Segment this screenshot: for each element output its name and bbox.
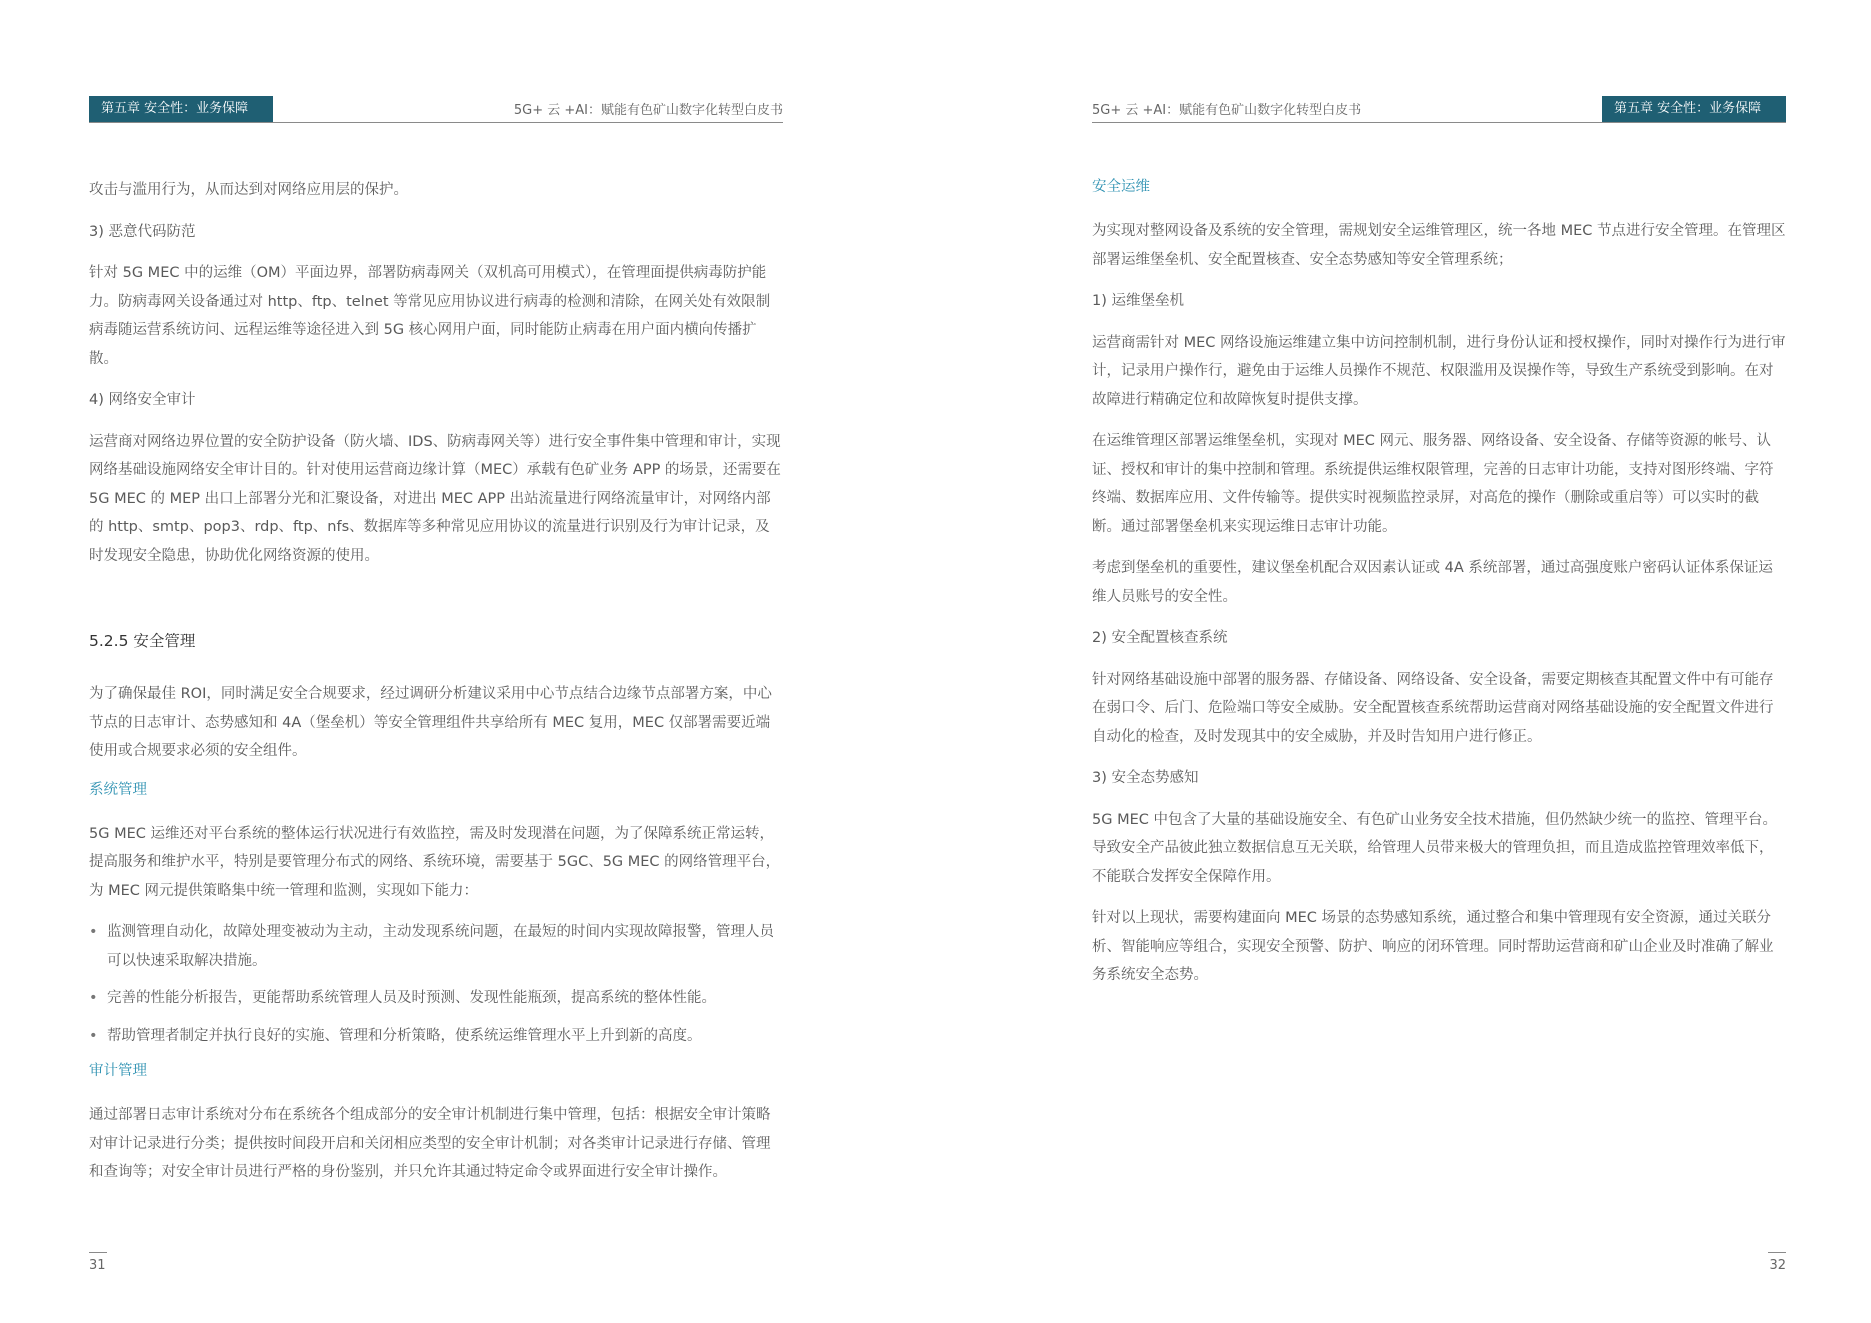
document-title: 5G+ 云 +AI：赋能有色矿山数字化转型白皮书 [513, 103, 783, 118]
paragraph-security-management: 为了确保最佳 ROI，同时满足安全合规要求，经过调研分析建议采用中心节点结合边缘节点部署方案，中心节点的日志审计、态势感知和 4A（堡垒机）等安全管理组件共享给所有 MEC 复用，MEC 仅部署需要近端使用或合规要求必须的安全组件。 [89, 686, 772, 759]
subtitle-system-management: 系统管理 [89, 781, 147, 798]
page-header [1092, 96, 1786, 123]
paragraph-bastion-host-1: 运营商需针对 MEC 网络设施运维建立集中访问控制机制，进行身份认证和授权操作，同时对操作行为进行审计，记录用户操作行，避免由于运维人员操作不规范、权限滥用及误操作等，导致生产系统受到影响。在对故障进行精确定位和故障恢复时提供支撑。 [1092, 334, 1786, 408]
item-title-network-audit: 4) 网络安全审计 [89, 392, 196, 408]
paragraph-situational-awareness-2: 针对以上现状，需要构建面向 MEC 场景的态势感知系统，通过整合和集中管理现有安全资源，通过关联分析、智能响应等组合，实现安全预警、防护、响应的闭环管理。同时帮助运营商和矿山企业及时准确了解业务系统安全态势。 [1092, 910, 1774, 983]
document-title: 5G+ 云 +AI：赋能有色矿山数字化转型白皮书 [1092, 103, 1362, 118]
subtitle-security-operations: 安全运维 [1092, 179, 1150, 195]
paragraph-network-audit: 运营商对网络边界位置的安全防护设备（防火墙、IDS、防病毒网关等）进行安全事件集中管理和审计，实现网络基础设施网络安全审计目的。针对使用运营商边缘计算（MEC）承载有色矿业务 APP 的场景，还需要在 5G MEC 的 MEP 出口上部署分光和汇聚设备，对进出 MEC APP 出站流量进行网络流量审计，对网络内部的 http、smtp、pop3、rdp、ftp、nfs、数据库等多种常见应用协议的流量进行识别及行为审计记录，及时发现安全隐患，协助优化网络资源的使用。 [89, 433, 781, 564]
page-number: 31 [89, 1252, 107, 1273]
paragraph-malicious-code: 针对 5G MEC 中的运维（OM）平面边界，部署防病毒网关（双机高可用模式），在管理面提供病毒防护能力。防病毒网关设备通过对 http、ftp、telnet 等常见应用协议进行病毒的检测和清除，在网关处有效限制病毒随运营系统访问、远程运维等途径进入到 5G 核心网用户面，同时能防止病毒在用户面内横向传播扩散。 [89, 265, 771, 367]
item-title-bastion-host: 1) 运维堡垒机 [1092, 293, 1184, 309]
paragraph-bastion-host-2: 在运维管理区部署运维堡垒机，实现对 MEC 网元、服务器、网络设备、安全设备、存储等资源的帐号、认证、授权和审计的集中控制和管理。系统提供运维权限管理，完善的日志审计功能，支持对图形终端、字符终端、数据库应用、文件传输等。提供实时视频监控录屏，对高危的操作（删除或重启等）可以实时的截断。通过部署堡垒机来实现运维日志审计功能。 [1092, 433, 1774, 535]
paragraph-security-operations: 为实现对整网设备及系统的安全管理，需规划安全运维管理区，统一各地 MEC 节点进行安全管理。在管理区部署运维堡垒机、安全配置核查、安全态势感知等安全管理系统； [1092, 223, 1786, 268]
chapter-tag: 第五章 安全性：业务保障 [89, 96, 273, 122]
capability-list [89, 918, 783, 1050]
right-page [935, 0, 1871, 1323]
paragraph-bastion-host-3: 考虑到堡垒机的重要性，建议堡垒机配合双因素认证或 4A 系统部署，通过高强度账户密码认证体系保证运维人员账号的安全性。 [1092, 560, 1773, 605]
item-title-config-check: 2) 安全配置核查系统 [1092, 630, 1228, 646]
list-item: • 帮助管理者制定并执行良好的实施、管理和分析策略，使系统运维管理水平上升到新的高度。 [89, 1022, 783, 1051]
intro-paragraph: 攻击与滥用行为，从而达到对网络应用层的保护。 [89, 182, 408, 198]
left-page [0, 0, 935, 1323]
subtitle-audit-management: 审计管理 [89, 1063, 147, 1079]
item-title-situational-awareness: 3) 安全态势感知 [1092, 770, 1199, 786]
list-item: • 完善的性能分析报告，更能帮助系统管理人员及时预测、发现性能瓶颈，提高系统的整体性能。 [89, 984, 783, 1013]
list-item: • 监测管理自动化，故障处理变被动为主动，主动发现系统问题，在最短的时间内实现故障报警，管理人员可以快速采取解决措施。 [89, 918, 783, 975]
paragraph-situational-awareness-1: 5G MEC 中包含了大量的基础设施安全、有色矿山业务安全技术措施，但仍然缺少统一的监控、管理平台。导致安全产品彼此独立数据信息互无关联，给管理人员带来极大的管理负担，而且造成监控管理效率低下，不能联合发挥安全保障作用。 [1092, 811, 1777, 885]
left-content [89, 176, 783, 1200]
page-number: 32 [1768, 1252, 1786, 1273]
chapter-tag: 第五章 安全性：业务保障 [1602, 96, 1786, 122]
item-title-malicious-code: 3) 恶意代码防范 [89, 223, 196, 240]
paragraph-system-management: 5G MEC 运维还对平台系统的整体运行状况进行有效监控，需及时发现潜在问题，为了保障系统正常运转，提高服务和维护水平，特别是要管理分布式的网络、系统环境，需要基于 5GC、5G MEC 的网络管理平台，为 MEC 网元提供策略集中统一管理和监测，实现如下能力： [89, 825, 781, 899]
right-content [1092, 176, 1786, 1003]
paragraph-config-check: 针对网络基础设施中部署的服务器、存储设备、网络设备、安全设备，需要定期核查其配置文件中有可能存在弱口令、后门、危险端口等安全威胁。安全配置核查系统帮助运营商对网络基础设施的安全配置文件进行自动化的检查，及时发现其中的安全威胁，并及时告知用户进行修正。 [1092, 671, 1774, 745]
paragraph-audit-management: 通过部署日志审计系统对分布在系统各个组成部分的安全审计机制进行集中管理，包括：根据安全审计策略对审计记录进行分类；提供按时间段开启和关闭相应类型的安全审计机制；对各类审计记录进行存储、管理和查询等；对安全审计员进行严格的身份鉴别，并只允许其通过特定命令或界面进行安全审计操作。 [89, 1107, 771, 1180]
section-title: 5.2.5 安全管理 [89, 632, 196, 650]
page-header [89, 96, 783, 123]
